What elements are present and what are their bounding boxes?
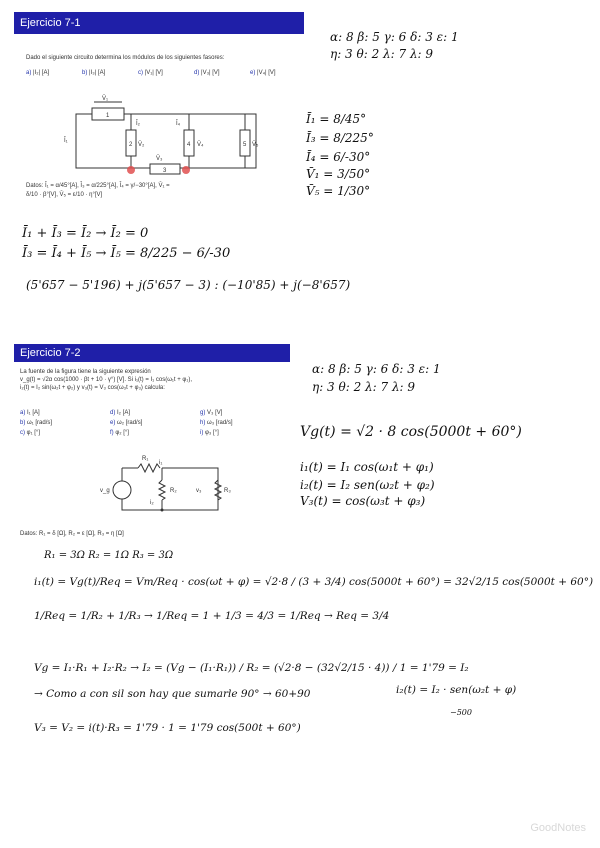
option: a) |I₂| [A] bbox=[26, 70, 50, 76]
options-grid bbox=[20, 410, 280, 446]
svg-text:V̄₃: V̄₃ bbox=[156, 156, 163, 162]
option: b) ω₁ [rad/s] bbox=[20, 420, 53, 426]
svg-text:3: 3 bbox=[163, 168, 167, 174]
exercise-data: δ/10 · β°[V], V̄₅ = ε/10 · η°[V] bbox=[26, 192, 103, 198]
svg-text:V̄₄: V̄₄ bbox=[197, 142, 204, 148]
handwritten-equation: 1/Req = 1/R₂ + 1/R₃ → 1/Req = 1 + 1/3 = 4/3 = 1/Req → Req = 3/4 bbox=[34, 610, 390, 622]
option: c) |V₁| [V] bbox=[138, 70, 163, 76]
handwritten-equation: Ī₁ + Ī₃ = Ī₂ → Ī₂ = 0 bbox=[22, 226, 149, 241]
option: d) |V₃| [V] bbox=[194, 70, 220, 76]
exercise-statement: Dado el siguiente circuito determina los módulos de los siguientes fasores: bbox=[26, 55, 225, 61]
svg-text:V̄₅: V̄₅ bbox=[252, 142, 259, 148]
svg-text:v_g: v_g bbox=[100, 488, 110, 494]
handwritten-equation: Ī₃ = Ī₄ + Ī₅ → Ī₅ = 8/225 − 6/-30 bbox=[22, 246, 231, 261]
svg-text:Ī₂: Ī₂ bbox=[136, 121, 140, 127]
svg-text:2: 2 bbox=[129, 142, 133, 148]
option: e) ω₂ [rad/s] bbox=[110, 420, 143, 426]
handwritten-equation: −500 bbox=[450, 708, 472, 717]
exercise-data: Datos: R₁ = δ [Ω], R₂ = ε [Ω], R₃ = η [Ω] bbox=[20, 531, 124, 537]
exercise-data: Datos: Ī₁ = α/45°[A], Ī₃ = α/225°[A], Ī₄ = γ/−30°[A], V̄₁ = bbox=[26, 183, 170, 189]
handwritten-params: α: 8 β: 5 γ: 6 δ: 3 ε: 1 bbox=[330, 30, 459, 44]
exercise-statement: i₂(t) = I₂ sin(ω₂t + φ₂) y v₃(t) = V₃ cos(ω₃t + φ₃) calcula: bbox=[20, 385, 165, 391]
exercise-7-2-card bbox=[14, 344, 290, 544]
option: i) φ₃ [°] bbox=[200, 430, 219, 436]
svg-text:5: 5 bbox=[243, 142, 247, 148]
exercise-banner: Ejercicio 7-1 bbox=[14, 12, 304, 34]
exercise-statement: v_g(t) = √2α cos(1000 · βt + 10 · γ°) [V]. Si i₁(t) = I₁ cos(ω₁t + φ₁), bbox=[20, 377, 192, 383]
svg-text:4: 4 bbox=[187, 142, 191, 148]
handwritten-phasor: Ī₁ = 8/45° bbox=[306, 112, 367, 126]
handwritten-phasor: Ī₃ = 8/225° bbox=[306, 131, 374, 145]
handwritten-equation: R₁ = 3Ω R₂ = 1Ω R₃ = 3Ω bbox=[44, 550, 174, 561]
svg-text:i₂: i₂ bbox=[150, 500, 154, 506]
svg-text:v₃: v₃ bbox=[196, 488, 202, 494]
svg-text:V̄₁: V̄₁ bbox=[102, 96, 109, 102]
option: e) |V₄| [V] bbox=[250, 70, 276, 76]
option: g) V₃ [V] bbox=[200, 410, 223, 416]
goodnotes-watermark: GoodNotes bbox=[530, 822, 586, 834]
options-row bbox=[26, 70, 306, 80]
svg-text:1: 1 bbox=[106, 113, 110, 119]
handwritten-params: η: 3 θ: 2 λ: 7 λ: 9 bbox=[330, 47, 434, 61]
handwritten-equation: i₁(t) = I₁ cos(ω₁t + φ₁) bbox=[300, 460, 434, 474]
circuit-diagram-2 bbox=[92, 450, 242, 520]
option: a) I₁ [A] bbox=[20, 410, 40, 416]
svg-text:V̄₂: V̄₂ bbox=[138, 142, 145, 148]
handwritten-equation: i₂(t) = I₂ sen(ω₂t + φ₂) bbox=[300, 478, 435, 492]
handwritten-params: η: 3 θ: 2 λ: 7 λ: 9 bbox=[312, 380, 416, 394]
handwritten-equation: Vg(t) = √2 · 8 cos(5000t + 60°) bbox=[300, 424, 522, 440]
exercise-statement: La fuente de la figura tiene la siguiente expresión bbox=[20, 369, 151, 375]
option: c) φ₁ [°] bbox=[20, 430, 40, 436]
svg-text:R₂: R₂ bbox=[170, 488, 177, 494]
svg-text:R₃: R₃ bbox=[224, 488, 231, 494]
handwritten-phasor: V̄₁ = 3/50° bbox=[306, 167, 371, 181]
handwritten-equation: i₁(t) = Vg(t)/Req = Vm/Req · cos(ωt + φ) = √2·8 / (3 + 3/4) cos(5000t + 60°) = 32√2/15 cos(5000t + 60°) bbox=[34, 576, 594, 588]
handwritten-equation: (5'657 − 5'196) + j(5'657 − 3) : (−10'85) + j(−8'657) bbox=[26, 278, 351, 292]
option: f) φ₂ [°] bbox=[110, 430, 129, 436]
handwritten-equation: V₃(t) = cos(ω₃t + φ₃) bbox=[300, 494, 426, 508]
svg-text:Ī₄: Ī₄ bbox=[176, 121, 181, 127]
svg-text:R₁: R₁ bbox=[142, 456, 149, 462]
circuit-diagram-1 bbox=[64, 90, 269, 182]
svg-text:i₁: i₁ bbox=[159, 460, 163, 466]
handwritten-equation: → Como a con sil son hay que sumarle 90° → 60+90 bbox=[34, 688, 311, 700]
option: b) |I₃| [A] bbox=[82, 70, 106, 76]
handwritten-phasor: V̄₅ = 1/30° bbox=[306, 184, 371, 198]
handwritten-phasor: Ī₄ = 6/-30° bbox=[306, 150, 371, 164]
exercise-banner: Ejercicio 7-2 bbox=[14, 344, 290, 362]
handwritten-params: α: 8 β: 5 γ: 6 δ: 3 ε: 1 bbox=[312, 362, 441, 376]
exercise-7-1-card bbox=[14, 12, 304, 204]
handwritten-equation: i₂(t) = I₂ · sen(ω₂t + φ) bbox=[396, 684, 517, 696]
option: h) ω₃ [rad/s] bbox=[200, 420, 233, 426]
handwritten-equation: V₃ = V₂ = i(t)·R₃ = 1'79 · 1 = 1'79 cos(500t + 60°) bbox=[34, 722, 301, 734]
svg-text:Ī₁: Ī₁ bbox=[64, 138, 68, 144]
option: d) I₂ [A] bbox=[110, 410, 131, 416]
handwritten-equation: Vg = I₁·R₁ + I₂·R₂ → I₂ = (Vg − (I₁·R₁)) / R₂ = (√2·8 − (32√2/15 · 4)) / 1 = 1'79 = I₂ bbox=[34, 662, 469, 674]
